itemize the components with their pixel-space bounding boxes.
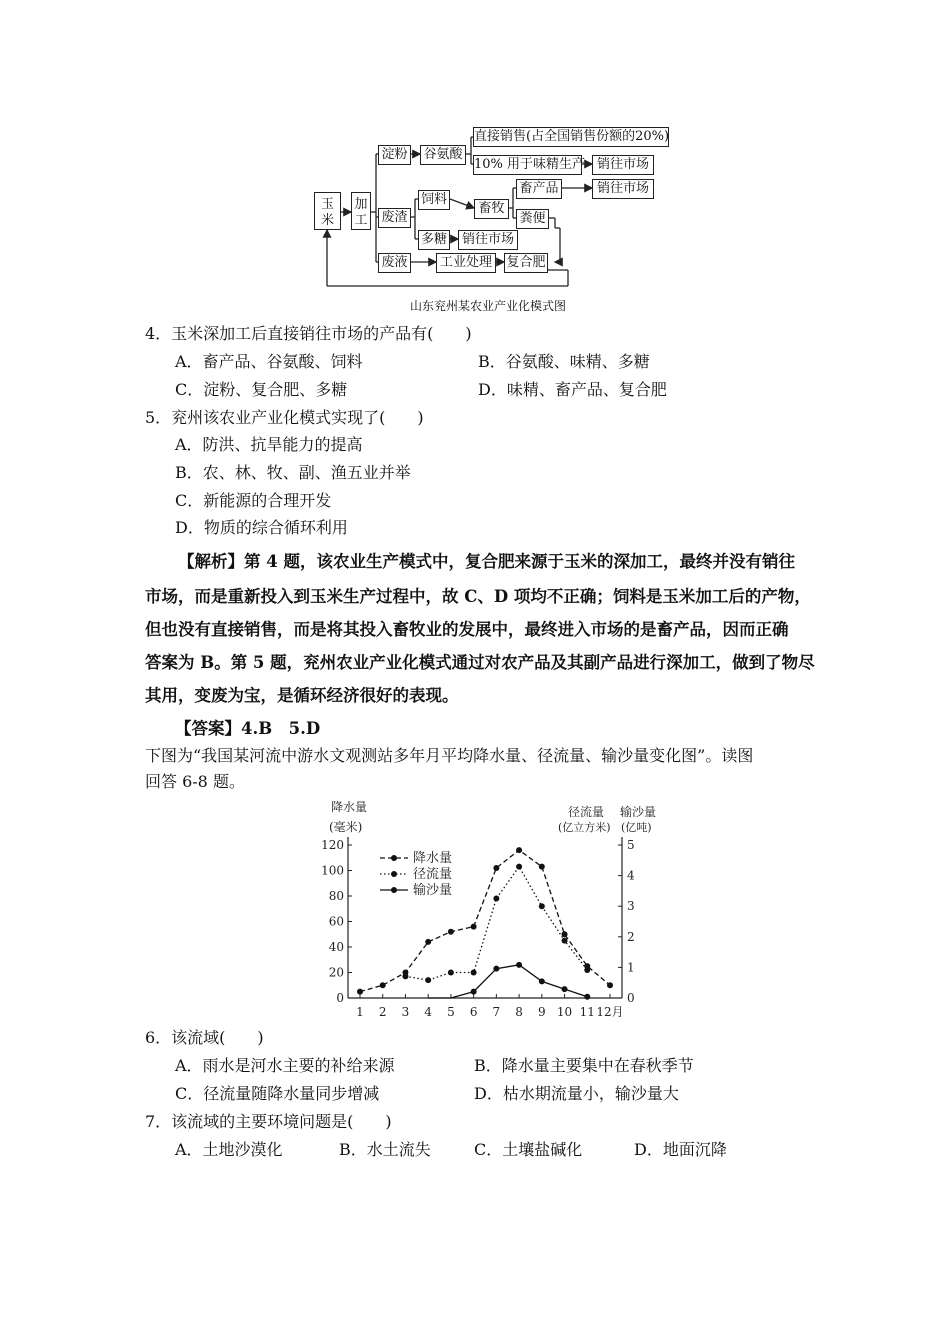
- answer-line: 【答案】4.B 5.D: [175, 719, 321, 738]
- node-corn-char1: 玉: [320, 197, 334, 212]
- chart-right-tick-label: 2: [627, 929, 635, 944]
- chart-point-series-2: [562, 938, 568, 944]
- intro-line-1: 下图为“我国某河流中游水文观测站多年月平均降水量、径流量、输沙量变化图”。读图: [145, 746, 754, 765]
- node-compound-fertilizer: 复合肥: [504, 253, 548, 273]
- chart-legend-marker: [391, 887, 397, 893]
- node-livestock-products: 畜产品: [516, 179, 562, 199]
- chart-x-tick-label: 8: [515, 1005, 523, 1019]
- q6-option-a: A．雨水是河水主要的补给来源: [175, 1056, 395, 1075]
- node-market-2: 销往市场: [592, 179, 654, 199]
- node-starch: 淀粉: [378, 145, 411, 165]
- node-process-char1: 加: [354, 197, 368, 212]
- q7-option-a: A．土地沙漠化: [175, 1140, 283, 1159]
- chart-x-tick-label: 7: [492, 1005, 501, 1019]
- node-corn-char2: 米: [320, 213, 334, 228]
- chart-x-tick-label: 11: [579, 1005, 595, 1019]
- chart-right-label-sediment-2: (亿吨): [621, 821, 652, 834]
- chart-point-series-1: [425, 939, 431, 945]
- intro-line-2: 回答 6-8 题。: [145, 772, 245, 791]
- chart-point-series-1: [516, 847, 522, 853]
- q5-option-b: B．农、林、牧、副、渔五业并举: [175, 463, 411, 482]
- chart-legend-label: 径流量: [413, 867, 453, 882]
- node-market-1: 销往市场: [592, 155, 654, 175]
- chart-x-tick-label: 12月: [596, 1005, 624, 1019]
- q4-stem: 4．玉米深加工后直接销往市场的产品有( ): [145, 324, 472, 343]
- q5-option-a: A．防洪、抗旱能力的提高: [175, 435, 363, 454]
- q6-option-b: B．降水量主要集中在春秋季节: [474, 1056, 694, 1075]
- chart-point-series-2: [516, 864, 522, 870]
- chart-point-series-3: [562, 986, 568, 992]
- node-msg-production: 10% 用于味精生产: [473, 155, 582, 175]
- q5-option-c: C．新能源的合理开发: [175, 491, 332, 510]
- chart-point-series-2: [471, 970, 477, 976]
- node-manure: 粪便: [516, 209, 549, 229]
- chart-point-series-3: [471, 989, 477, 995]
- chart-x-tick-label: 1: [356, 1005, 364, 1019]
- chart-point-series-2: [402, 973, 408, 979]
- chart-left-label-2: (毫米): [329, 820, 363, 834]
- chart-point-series-2: [584, 967, 590, 973]
- chart-right-tick-label: 3: [627, 899, 635, 914]
- chart-point-series-1: [357, 989, 363, 995]
- chart-point-series-2: [448, 970, 454, 976]
- chart-x-tick-label: 9: [537, 1005, 546, 1019]
- chart-x-tick-label: 2: [378, 1005, 387, 1019]
- q4-option-b: B．谷氨酸、味精、多糖: [478, 352, 650, 371]
- chart-x-tick-label: 5: [447, 1005, 455, 1019]
- chart-x-tick-label: 6: [469, 1005, 478, 1019]
- node-corn: [314, 192, 341, 230]
- chart-point-series-3: [516, 962, 522, 968]
- chart-right-label-sediment-1: 输沙量: [620, 805, 657, 819]
- node-glutamic-acid: 谷氨酸: [420, 145, 466, 165]
- chart-left-tick-label: 100: [321, 863, 344, 878]
- analysis-line-2: 市场，而是重新投入到玉米生产过程中，故 C、D 项均不正确；饲料是玉米加工后的产物，: [145, 587, 811, 606]
- chart-left-tick-label: 20: [328, 965, 344, 980]
- node-direct-sale: 直接销售(占全国销售份额的20%): [473, 127, 669, 147]
- node-market-3: 销往市场: [458, 230, 518, 250]
- analysis-line-4: 答案为 B。第 5 题，兖州农业产业化模式通过对农产品及其副产品进行深加工，做到了物尽: [145, 653, 815, 672]
- chart-point-series-3: [493, 966, 499, 972]
- chart-legend-marker: [391, 871, 397, 877]
- chart-left-tick-label: 0: [336, 991, 344, 1005]
- q6-option-c: C．径流量随降水量同步增减: [175, 1084, 380, 1103]
- node-process-char2: 工: [354, 213, 368, 228]
- chart-left-label-1: 降水量: [331, 800, 368, 814]
- chart-x-tick-label: 10: [556, 1005, 573, 1019]
- chart-x-tick-label: 3: [401, 1005, 410, 1019]
- chart-left-tick-label: 60: [328, 914, 344, 929]
- chart-point-series-3: [539, 978, 545, 984]
- q4-option-c: C．淀粉、复合肥、多糖: [175, 380, 348, 399]
- chart-point-series-1: [471, 924, 477, 930]
- chart-point-series-3: [584, 994, 590, 1000]
- flow-diagram: [310, 120, 680, 320]
- q4-option-d: D．味精、畜产品、复合肥: [478, 380, 667, 399]
- chart-right-label-runoff-1: 径流量: [568, 805, 605, 819]
- node-residue: 废渣: [378, 208, 411, 228]
- chart-left-tick-label: 120: [321, 838, 344, 852]
- chart-left-tick-label: 80: [328, 889, 344, 903]
- q7-option-b: B．水土流失: [339, 1140, 431, 1159]
- q4-option-a: A．畜产品、谷氨酸、饲料: [175, 352, 363, 371]
- chart-legend-label: 降水量: [413, 851, 453, 866]
- chart-point-series-1: [493, 865, 499, 871]
- q5-stem: 5．兖州该农业产业化模式实现了( ): [145, 408, 424, 427]
- chart-legend-marker: [391, 855, 397, 861]
- node-process: [351, 192, 371, 230]
- node-feed: 饲料: [418, 190, 450, 210]
- chart-point-series-1: [380, 982, 386, 988]
- node-husbandry: 畜牧: [474, 199, 509, 219]
- node-polysaccharide: 多糖: [418, 230, 450, 250]
- q7-stem: 7．该流域的主要环境问题是( ): [145, 1112, 392, 1131]
- chart-right-label-runoff-2: (亿立方米): [558, 821, 611, 834]
- chart-point-series-2: [425, 977, 431, 983]
- hydrology-chart: [300, 795, 660, 1030]
- diagram-caption: 山东兖州某农业产业化模式图: [410, 299, 567, 313]
- chart-right-tick-label: 5: [627, 838, 635, 852]
- chart-series-line-1: [360, 850, 610, 992]
- chart-point-series-1: [607, 982, 613, 988]
- analysis-line-3: 但也没有直接销售，而是将其投入畜牧业的发展中，最终进入市场的是畜产品，因而正确: [145, 620, 789, 639]
- q7-option-d: D．地面沉降: [634, 1140, 727, 1159]
- node-waste-liquid: 废液: [378, 253, 411, 273]
- chart-left-tick-label: 40: [328, 940, 344, 954]
- chart-point-series-1: [448, 929, 454, 935]
- chart-point-series-1: [539, 864, 545, 870]
- chart-right-tick-label: 4: [627, 868, 635, 883]
- chart-x-tick-label: 4: [424, 1005, 433, 1019]
- node-industrial-treatment: 工业处理: [436, 253, 496, 273]
- chart-point-series-2: [539, 903, 545, 909]
- chart-point-series-2: [493, 896, 499, 902]
- analysis-line-1: 【解析】第 4 题，该农业生产模式中，复合肥来源于玉米的深加工，最终并没有销往: [178, 552, 795, 571]
- q7-option-c: C．土壤盐碱化: [474, 1140, 583, 1159]
- q6-option-d: D．枯水期流量小，输沙量大: [474, 1084, 679, 1103]
- chart-legend-label: 输沙量: [413, 883, 453, 898]
- analysis-line-5: 其用，变废为宝，是循环经济很好的表现。: [145, 686, 459, 705]
- q5-option-d: D．物质的综合循环利用: [175, 518, 348, 537]
- q6-stem: 6．该流域( ): [145, 1028, 264, 1047]
- chart-right-tick-label: 0: [627, 991, 635, 1005]
- chart-right-tick-label: 1: [627, 960, 635, 975]
